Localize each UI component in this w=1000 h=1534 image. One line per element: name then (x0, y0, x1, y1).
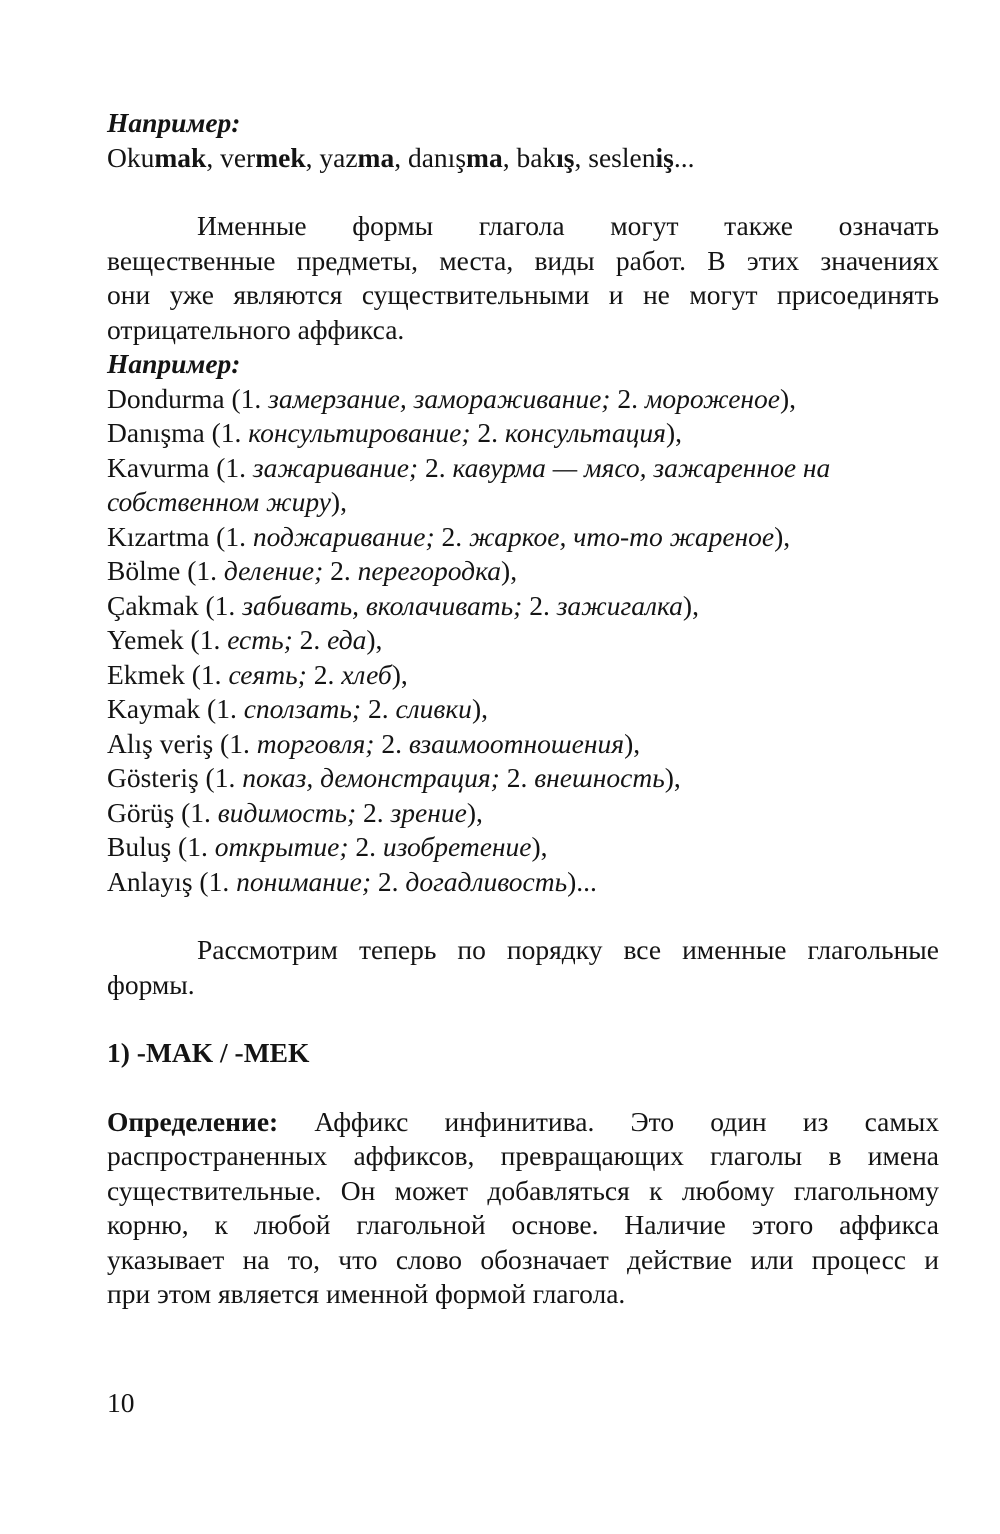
example-entry (107, 554, 939, 589)
example-meaning: поджаривание; (252, 520, 442, 552)
example-word: Kavurma (1. (107, 451, 253, 483)
example-label: Например: (107, 348, 241, 379)
example-word: Danışma (1. (107, 417, 249, 448)
example-end: ), (531, 831, 548, 862)
examples-list (107, 382, 939, 900)
definition-first-line (107, 1105, 939, 1140)
example-meaning2: мороженое (644, 382, 780, 414)
page-body (107, 106, 939, 1312)
example-word: Çakmak (1. (107, 589, 243, 621)
definition-text: Аффикс инфинитива. Это один из самых (314, 1105, 939, 1137)
example-entry (107, 692, 939, 727)
example-meaning: консультирование; (248, 417, 478, 448)
example-num2: 2. (363, 796, 391, 828)
example-num2: 2. (506, 762, 535, 793)
example-num2: 2. (477, 417, 505, 448)
example-meaning2: зрение (390, 796, 467, 828)
example-entry (107, 658, 939, 693)
example-entry (107, 865, 939, 900)
example-word-separator: , (305, 141, 320, 173)
example-end: ), (466, 796, 483, 828)
example-words-line (107, 141, 939, 176)
paragraph-line: указывает на то, что слово обозначает действие или процесс и (107, 1243, 939, 1275)
example-label: Например: (107, 107, 241, 138)
paragraph-line: Именные формы глагола могут также означать (197, 210, 939, 241)
example-meaning: собственном жиру (107, 486, 331, 517)
example-entry (107, 382, 939, 417)
example-word-stem: danış (407, 141, 467, 173)
example-meaning2: хлеб (341, 658, 392, 690)
example-word: Kaymak (1. (107, 693, 244, 724)
example-end: ), (471, 693, 488, 724)
example-meaning: открытие; (214, 831, 356, 862)
example-end: ), (664, 762, 681, 793)
example-num2: 2. (381, 727, 409, 759)
example-num2: 2. (299, 624, 328, 655)
example-word: Bölme (1. (107, 555, 224, 586)
example-word-separator: , (502, 141, 517, 173)
example-end: ), (391, 658, 408, 690)
paragraph-nominal-forms (107, 209, 939, 347)
example-word-affix: mak (154, 141, 207, 173)
example-word-separator: , (206, 141, 221, 173)
example-end: ), (682, 589, 699, 621)
example-word-separator: , (394, 141, 408, 173)
definition-paragraph (107, 1105, 939, 1312)
example-entry (107, 451, 939, 486)
example-num2: 2. (330, 555, 358, 586)
example-end: ), (330, 486, 347, 517)
example-meaning: замерзание, замораживание; (268, 382, 618, 414)
example-word-stem: Oku (107, 141, 155, 173)
example-word-affix: mek (255, 141, 306, 173)
paragraph-line: вещественные предметы, места, виды работ. В этих значениях (107, 244, 939, 276)
example-word: Alış veriş (1. (107, 727, 257, 759)
section-heading: 1) -MAK / -MEK (107, 1037, 310, 1068)
example-word-stem: bak (516, 141, 557, 173)
example-end: ), (366, 624, 383, 655)
example-meaning2: жаркое, что-то жареное (469, 520, 775, 552)
example-entry (107, 485, 939, 520)
page-number: 10 (107, 1387, 135, 1418)
example-word: Yemek (1. (107, 624, 228, 655)
example-entry (107, 761, 939, 796)
example-word: Görüş (1. (107, 796, 218, 828)
example-meaning: есть; (227, 624, 300, 655)
example-entry (107, 623, 939, 658)
example-end: ), (624, 727, 641, 759)
example-end: ), (774, 520, 791, 552)
example-num2: 2. (355, 831, 383, 862)
paragraph-line: отрицательного аффикса. (107, 313, 405, 345)
paragraph-consider (107, 933, 939, 1002)
example-num2: 2. (617, 382, 645, 414)
example-meaning: сеять; (228, 658, 314, 690)
example-word-separator: , (574, 141, 589, 173)
example-meaning: понимание; (236, 865, 378, 897)
paragraph-line: при этом является именной формой глагола. (107, 1278, 626, 1309)
example-meaning: забивать, вколачивать; (242, 589, 530, 621)
example-meaning2: сливки (395, 693, 472, 724)
example-word: Dondurma (1. (107, 382, 269, 414)
example-word-stem: seslen (588, 141, 656, 173)
paragraph-line: они уже являются существительными и не могут присоединять (107, 279, 939, 310)
example-num2: 2. (424, 451, 453, 483)
example-meaning2: еда (327, 624, 367, 655)
example-entry (107, 796, 939, 831)
example-end: ), (501, 555, 518, 586)
example-entry (107, 416, 939, 451)
example-meaning2: кавурма — мясо, зажаренное на (452, 451, 831, 483)
example-meaning: показ, демонстрация; (242, 762, 507, 793)
paragraph-line: распространенных аффиксов, превращающих глаголы в имена (107, 1140, 939, 1171)
example-meaning2: перегородка (357, 555, 502, 586)
example-end: ), (780, 382, 797, 414)
example-num2: 2. (367, 693, 396, 724)
example-num2: 2. (377, 865, 406, 897)
example-word: Buluş (1. (107, 831, 215, 862)
example-num2: 2. (529, 589, 557, 621)
example-meaning: сползать; (243, 693, 368, 724)
example-word-affix: ış (556, 141, 575, 173)
paragraph-line: корню, к любой глагольной основе. Наличие этого аффикса (107, 1209, 939, 1240)
example-word: Kızartma (1. (107, 520, 253, 552)
example-word-separator: ... (673, 141, 695, 173)
example-meaning: зажаривание; (252, 451, 425, 483)
example-entry (107, 520, 939, 555)
paragraph-line: Рассмотрим теперь по порядку все именные глагольные (197, 934, 939, 965)
example-meaning: видимость; (217, 796, 364, 828)
definition-label: Определение: (107, 1105, 279, 1137)
example-meaning2: догадливость (405, 865, 568, 897)
example-word-affix: iş (655, 141, 674, 173)
example-entry (107, 589, 939, 624)
example-word: Gösteriş (1. (107, 762, 243, 793)
example-word-stem: ver (220, 141, 256, 173)
example-word: Anlayış (1. (107, 865, 237, 897)
example-end: )... (567, 865, 597, 897)
example-meaning: торговля; (256, 727, 382, 759)
example-word: Ekmek (1. (107, 658, 229, 690)
example-meaning2: консультация (504, 417, 666, 448)
example-word-affix: ma (466, 141, 503, 173)
example-meaning: деление; (223, 555, 331, 586)
example-meaning2: зажигалка (556, 589, 683, 621)
example-meaning2: изобретение (382, 831, 532, 862)
example-end: ), (665, 417, 682, 448)
example-word-affix: ma (357, 141, 395, 173)
example-entry (107, 830, 939, 865)
example-num2: 2. (441, 520, 469, 552)
paragraph-line: формы. (107, 968, 195, 1000)
example-num2: 2. (313, 658, 342, 690)
paragraph-line: существительные. Он может добавляться к любому глагольному (107, 1174, 939, 1206)
example-meaning2: внешность (534, 762, 665, 793)
example-meaning2: взаимоотношения (408, 727, 625, 759)
example-entry (107, 727, 939, 762)
example-word-stem: yaz (319, 141, 358, 173)
